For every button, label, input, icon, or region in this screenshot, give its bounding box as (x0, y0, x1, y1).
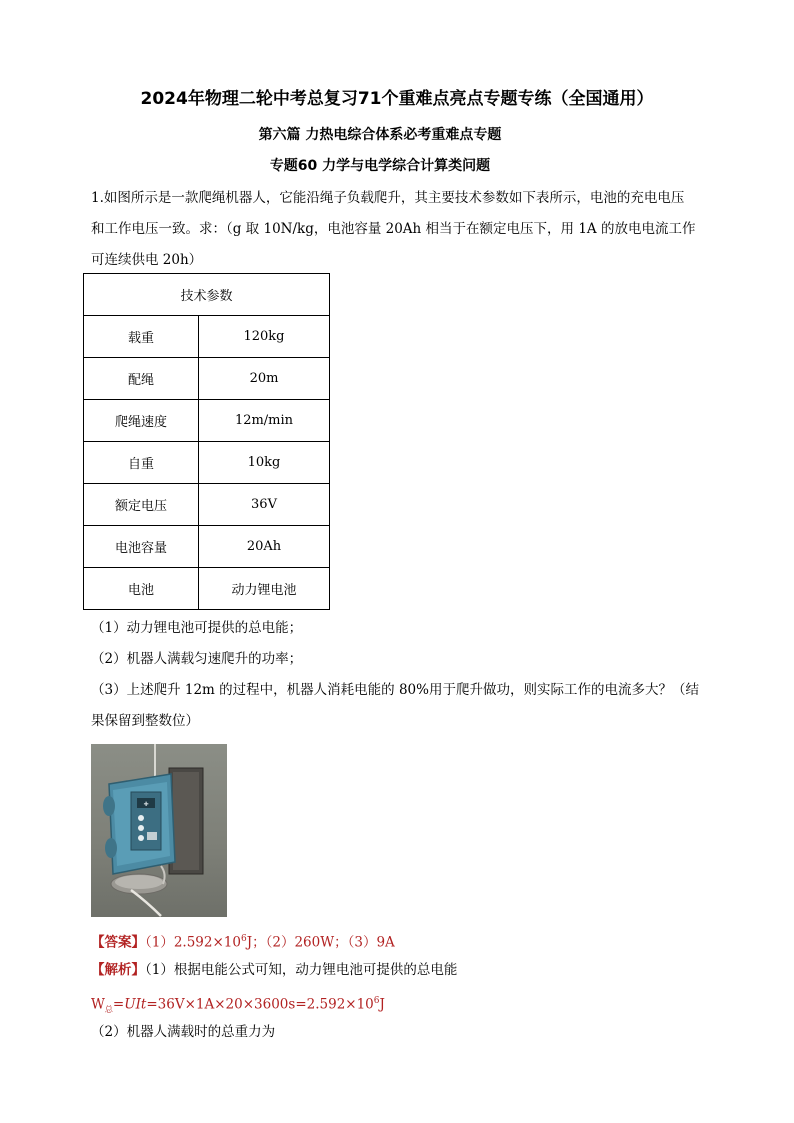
question-intro-line: 可连续供电 20h） (91, 252, 203, 268)
sub-question-2: （2）机器人满载匀速爬升的功率； (91, 651, 303, 667)
table-cell-value: 120kg (199, 316, 330, 358)
sub-question-3-line: （3）上述爬升 12m 的过程中，机器人消耗电能的 80%用于爬升做功，则实际工作的电流多大？（结 (91, 682, 699, 698)
formula-uit: UIt (124, 996, 147, 1013)
robot-illustration (91, 744, 227, 917)
table-row (84, 400, 330, 442)
table-cell-label: 额定电压 (84, 484, 199, 526)
formula-unit: J (379, 996, 385, 1013)
formula-subscript: 总 (104, 1005, 113, 1015)
formula-rest: =36V×1A×20×3600s=2.592×10 (146, 996, 374, 1013)
analysis-text: （1）根据电能公式可知，动力锂电池可提供的总电能 (145, 962, 458, 978)
table-cell-value: 12m/min (199, 400, 330, 442)
table-row (84, 442, 330, 484)
table-cell-label: 配绳 (84, 358, 199, 400)
analysis-label: 【解析】 (91, 962, 145, 978)
part-heading: 第六篇 力热电综合体系必考重难点专题 (258, 127, 502, 143)
analysis-line-1 (91, 955, 711, 986)
table-row (84, 526, 330, 568)
sub-question-1: （1）动力锂电池可提供的总电能； (91, 620, 303, 636)
sub-question-3-line: 果保留到整数位） (91, 713, 199, 729)
table-row (84, 484, 330, 526)
sub-question-3 (91, 675, 711, 737)
question-intro (91, 183, 711, 276)
table-cell-value: 20m (199, 358, 330, 400)
analysis-line-3: （2）机器人满载时的总重力为 (91, 1024, 276, 1040)
table-cell-value: 36V (199, 484, 330, 526)
svg-text:✚: ✚ (143, 801, 149, 808)
formula-exponent: 6 (373, 996, 380, 1006)
question-intro-line: 1.如图所示是一款爬绳机器人，它能沿绳子负载爬升，其主要技术参数如下表所示，电池的充电电压 (91, 190, 685, 206)
table-cell-label: 自重 (84, 442, 199, 484)
table-cell-label: 电池 (84, 568, 199, 610)
answer-part1: （1）2.592×10 (145, 934, 241, 951)
spec-table (83, 273, 330, 610)
table-row (84, 358, 330, 400)
table-row (84, 316, 330, 358)
table-cell-label: 电池容量 (84, 526, 199, 568)
answer-line (91, 924, 711, 959)
table-cell-value: 动力锂电池 (199, 568, 330, 610)
table-row (84, 568, 330, 610)
answer-label: 【答案】 (91, 934, 145, 951)
table-cell-label: 载重 (84, 316, 199, 358)
table-header-row (84, 274, 330, 316)
question-intro-line: 和工作电压一致。求：（g 取 10N/kg，电池容量 20Ah 相当于在额定电压下，用 1A 的放电电流工作 (91, 221, 696, 237)
table-cell-value: 10kg (199, 442, 330, 484)
topic-heading: 专题60 力学与电学综合计算类问题 (269, 158, 491, 174)
answer-part1-exponent: 6 (240, 934, 247, 944)
robot-photo (91, 744, 227, 917)
formula-eq: = (112, 996, 125, 1013)
table-header: 技术参数 (84, 274, 330, 316)
formula-w: W (91, 996, 105, 1013)
table-cell-value: 20Ah (199, 526, 330, 568)
answer-rest: J；（2）260W；（3）9A (246, 934, 395, 951)
table-cell-label: 爬绳速度 (84, 400, 199, 442)
document-title: 2024年物理二轮中考总复习71个重难点亮点专题专练（全国通用） (140, 89, 654, 109)
